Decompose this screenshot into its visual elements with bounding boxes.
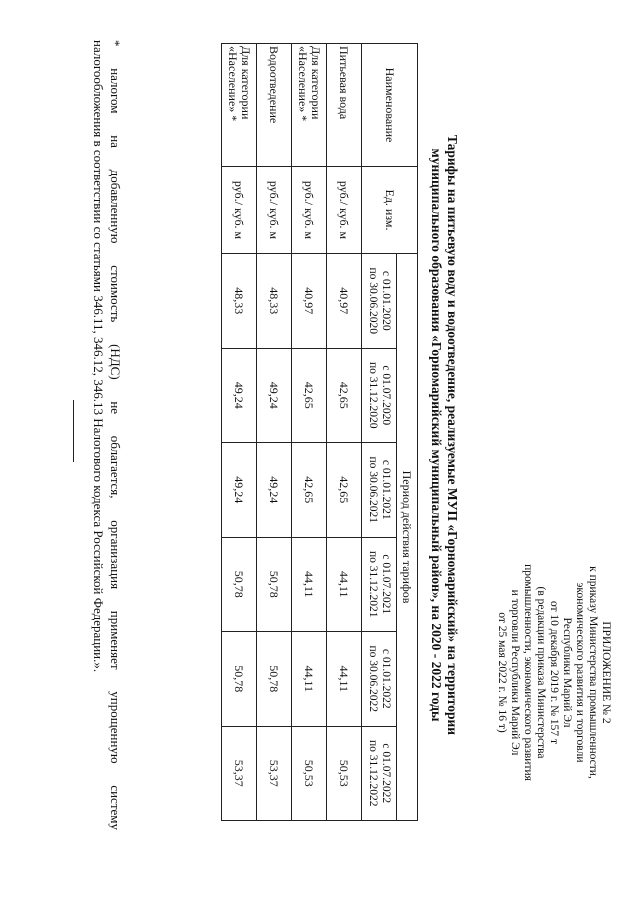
appendix-line: Республики Марий Эл: [561, 617, 573, 728]
table-row: [257, 44, 292, 821]
row-name-line: Для категории: [309, 46, 323, 120]
period-to: по 31.12.2022: [367, 739, 379, 807]
tariff-cell: 44,11: [327, 537, 362, 632]
appendix-line: промышленности, экономического развития: [522, 564, 534, 781]
header-unit: Ед. изм.: [362, 167, 418, 254]
footnote: [90, 40, 124, 830]
tariff-cell: 48,33: [257, 254, 292, 349]
period-from: с 01.01.2021: [380, 459, 392, 520]
tariff-cell: 44,11: [292, 632, 327, 727]
appendix-line: к приказу Министерства промышленности,: [587, 566, 599, 779]
tariff-cell: 40,97: [292, 254, 327, 349]
row-name-line: «Население» *: [226, 46, 240, 122]
tariff-cell: 50,53: [292, 726, 327, 821]
row-name-line: «Население» *: [296, 46, 310, 122]
title-line: Тарифы на питьевую воду и водоотведение, реализуемые МУП «Горномарийский» на территории: [445, 134, 460, 736]
tariff-cell: 44,11: [327, 632, 362, 727]
period-to: по 30.06.2020: [367, 267, 379, 335]
tariff-cell: 42,65: [327, 348, 362, 443]
footnote-line: * налогом на добавленную стоимость (НДС) не облагается, организация применяет упрощенную систему: [108, 40, 123, 830]
appendix-line: экономического развития и торговли: [574, 582, 586, 763]
appendix-line: и торговли Республики Марий Эл: [509, 589, 521, 756]
row-unit: руб./ куб. м: [257, 167, 292, 254]
row-name: [292, 44, 327, 167]
period-from: с 01.01.2020: [380, 270, 392, 331]
period-from: с 01.07.2020: [380, 365, 392, 426]
row-name-line: Питьевая вода: [337, 46, 352, 120]
table-row: [292, 44, 327, 821]
row-name-line: Для категории: [239, 46, 253, 120]
tariff-cell: 50,78: [222, 537, 257, 632]
period-header: [362, 537, 397, 632]
header-period: Период действия тарифов: [397, 254, 418, 821]
tariff-cell: 42,65: [292, 443, 327, 538]
period-to: по 31.12.2021: [367, 550, 379, 618]
tariff-cell: 53,37: [257, 726, 292, 821]
title-line: муниципального образования «Горномарийский муниципальный район», на 2020 - 2022 годы: [429, 148, 444, 722]
period-header: [362, 348, 397, 443]
appendix-header: [495, 560, 612, 785]
tariff-cell: 40,97: [327, 254, 362, 349]
period-to: по 30.06.2022: [367, 645, 379, 713]
row-name: [327, 44, 362, 167]
tariff-cell: 53,37: [222, 726, 257, 821]
row-name: [257, 44, 292, 167]
tariff-cell: 50,53: [327, 726, 362, 821]
tariff-cell: 49,24: [257, 348, 292, 443]
row-name-line: Водоотведение: [267, 46, 282, 124]
row-unit: руб./ куб. м: [327, 167, 362, 254]
tariff-cell: 48,33: [222, 254, 257, 349]
tariff-cell: 42,65: [292, 348, 327, 443]
row-unit: руб./ куб. м: [222, 167, 257, 254]
appendix-line: от 25 мая 2022 г. № 16 т): [496, 612, 508, 733]
tariff-cell: 42,65: [327, 443, 362, 538]
period-header: [362, 726, 397, 821]
period-header: [362, 254, 397, 349]
tariff-cell: 49,24: [222, 443, 257, 538]
appendix-line: (в редакции приказа Министерства: [535, 586, 547, 759]
document-title: [428, 40, 460, 830]
table-row: [327, 44, 362, 821]
period-to: по 30.06.2021: [367, 456, 379, 524]
appendix-line: от 10 декабря 2019 г. № 157 т: [548, 600, 560, 745]
period-header: [362, 632, 397, 727]
tariff-cell: 44,11: [292, 537, 327, 632]
closing-rule: [73, 400, 74, 462]
tariff-cell: 49,24: [257, 443, 292, 538]
period-header: [362, 443, 397, 538]
row-unit: руб./ куб. м: [292, 167, 327, 254]
appendix-line: ПРИЛОЖЕНИЕ № 2: [600, 621, 612, 724]
period-from: с 01.07.2022: [380, 743, 392, 804]
tariff-cell: 49,24: [222, 348, 257, 443]
header-name: Наименование: [362, 44, 418, 167]
footnote-line: налогообложения в соответствии со статьями 346.11, 346.12, 346.13 Налогового кодекса Российской Федерации.».: [91, 40, 106, 673]
period-from: с 01.01.2022: [380, 648, 392, 709]
period-from: с 01.07.2021: [380, 554, 392, 615]
tariff-cell: 50,78: [257, 537, 292, 632]
tariff-cell: 50,78: [222, 632, 257, 727]
tariffs-table: [221, 43, 418, 821]
tariff-cell: 50,78: [257, 632, 292, 727]
table-header-row: [397, 44, 418, 821]
table-row: [222, 44, 257, 821]
row-name: [222, 44, 257, 167]
period-to: по 31.12.2020: [367, 361, 379, 429]
